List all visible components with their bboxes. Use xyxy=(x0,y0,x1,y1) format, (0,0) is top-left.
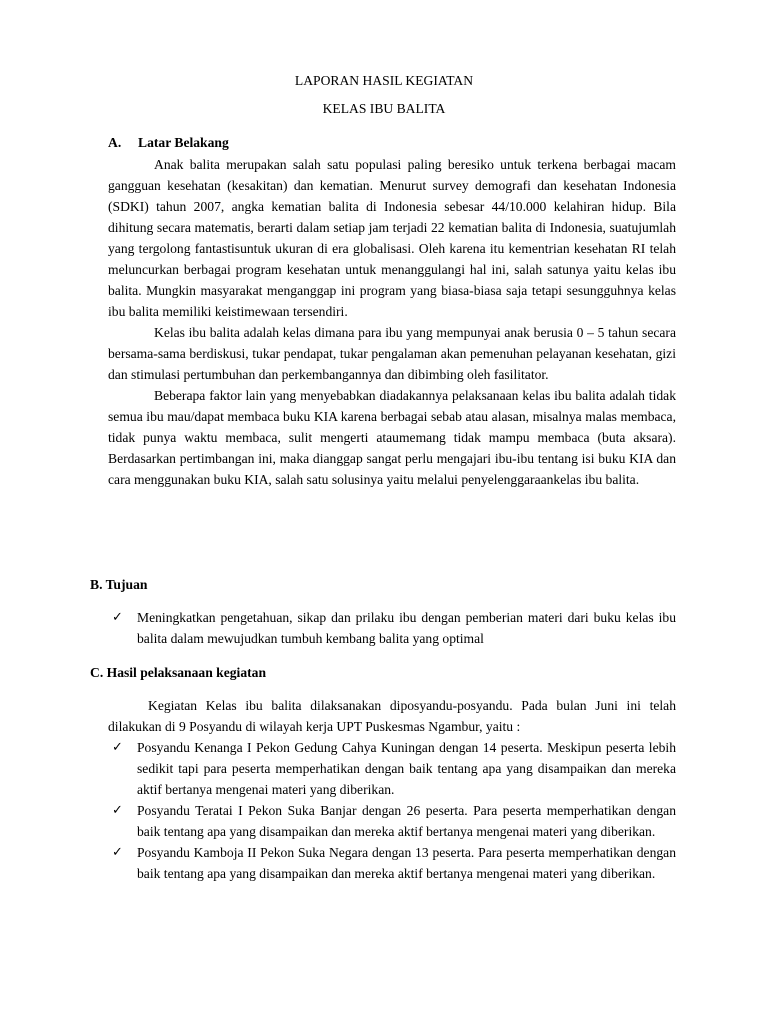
section-c-list xyxy=(108,737,676,884)
section-a-title: Latar Belakang xyxy=(138,135,229,150)
section-b-list xyxy=(108,607,676,649)
paragraph: Kelas ibu balita adalah kelas dimana para ibu yang mempunyai anak berusia 0 – 5 tahun secara bersama-sama berdiskusi, tukar pendapat, tukar pengalaman akan pemenuhan pelayanan kesehatan, gizi dan stimulasi pertumbuhan dan perkembangannya dan dibimbing oleh fasilitator. xyxy=(108,325,676,382)
section-a-heading xyxy=(108,134,229,152)
section-c-intro: Kegiatan Kelas ibu balita dilaksanakan diposyandu-posyandu. Pada bulan Juni ini telah dilakukan di 9 Posyandu di wilayah kerja UPT Puskesmas Ngambur, yaitu : xyxy=(108,698,676,734)
section-b-heading: B. Tujuan xyxy=(90,577,148,592)
list-item-text: Posyandu Teratai I Pekon Suka Banjar dengan 26 peserta. Para peserta memperhatikan dengan baik tentang apa yang disampaikan dan mereka aktif bertanya mengenai materi yang diberikan. xyxy=(137,803,676,839)
list-item xyxy=(108,607,676,649)
list-item-text: Meningkatkan pengetahuan, sikap dan prilaku ibu dengan pemberian materi dari buku kelas ibu balita dalam mewujudkan tumbuh kembang balita yang optimal xyxy=(137,610,676,646)
section-c-heading: C. Hasil pelaksanaan kegiatan xyxy=(90,665,267,680)
report-subtitle: KELAS IBU BALITA xyxy=(322,101,446,116)
list-item xyxy=(108,737,676,800)
checkmark-icon: ✓ xyxy=(112,803,123,818)
list-item xyxy=(108,842,676,884)
list-item xyxy=(108,800,676,842)
checkmark-icon: ✓ xyxy=(112,610,123,625)
section-a-body xyxy=(108,154,676,490)
paragraph: Anak balita merupakan salah satu populasi paling beresiko untuk terkena berbagai macam gangguan kesehatan (kesakitan) dan kematian. Menurut survey demografi dan kesehatan Indonesia (SDKI) tahun 2007, angka kematian balita di Indonesia sebesar 44/10.000 kelahiran hidup. Bila dihitung secara matematis, berarti dalam setiap jam terjadi 22 kematian balita di Indonesia, suatujumlah yang tergolong fantastisuntuk ukuran di era globalisasi. Oleh karena itu kementrian kesehatan RI telah meluncurkan berbagai program kesehatan untuk menanggulangi hal ini, salah satunya yaitu kelas ibu balita. Mungkin masyarakat menganggap ini program yang biasa-biasa saja tetapi sesungguhnya kelas ibu balita memiliki keistimewaan tersendiri. xyxy=(108,157,676,319)
section-a-letter: A. xyxy=(108,135,122,150)
paragraph: Beberapa faktor lain yang menyebabkan diadakannya pelaksanaan kelas ibu balita adalah tidak semua ibu mau/dapat membaca buku KIA karena berbagai sebab atau alasan, misalnya malas membaca, tidak punya waktu membaca, sulit mengerti ataumemang tidak mampu membaca (buta aksara). Berdasarkan pertimbangan ini, maka dianggap sangat perlu mengajari ibu-ibu tentang isi buku KIA dan cara menggunakan buku KIA, salah satu solusinya yaitu melalui penyelenggaraankelas ibu balita. xyxy=(108,388,676,487)
list-item-text: Posyandu Kamboja II Pekon Suka Negara dengan 13 peserta. Para peserta memperhatikan dengan baik tentang apa yang disampaikan dan mereka aktif bertanya mengenai materi yang diberikan. xyxy=(137,845,676,881)
checkmark-icon: ✓ xyxy=(112,845,123,860)
list-item-text: Posyandu Kenanga I Pekon Gedung Cahya Kuningan dengan 14 peserta. Meskipun peserta lebih sedikit tapi para peserta memperhatikan dengan baik tentang apa yang disampaikan dan mereka aktif bertanya mengenai materi yang diberikan. xyxy=(137,740,676,797)
report-title: LAPORAN HASIL KEGIATAN xyxy=(294,73,474,88)
checkmark-icon: ✓ xyxy=(112,740,123,755)
